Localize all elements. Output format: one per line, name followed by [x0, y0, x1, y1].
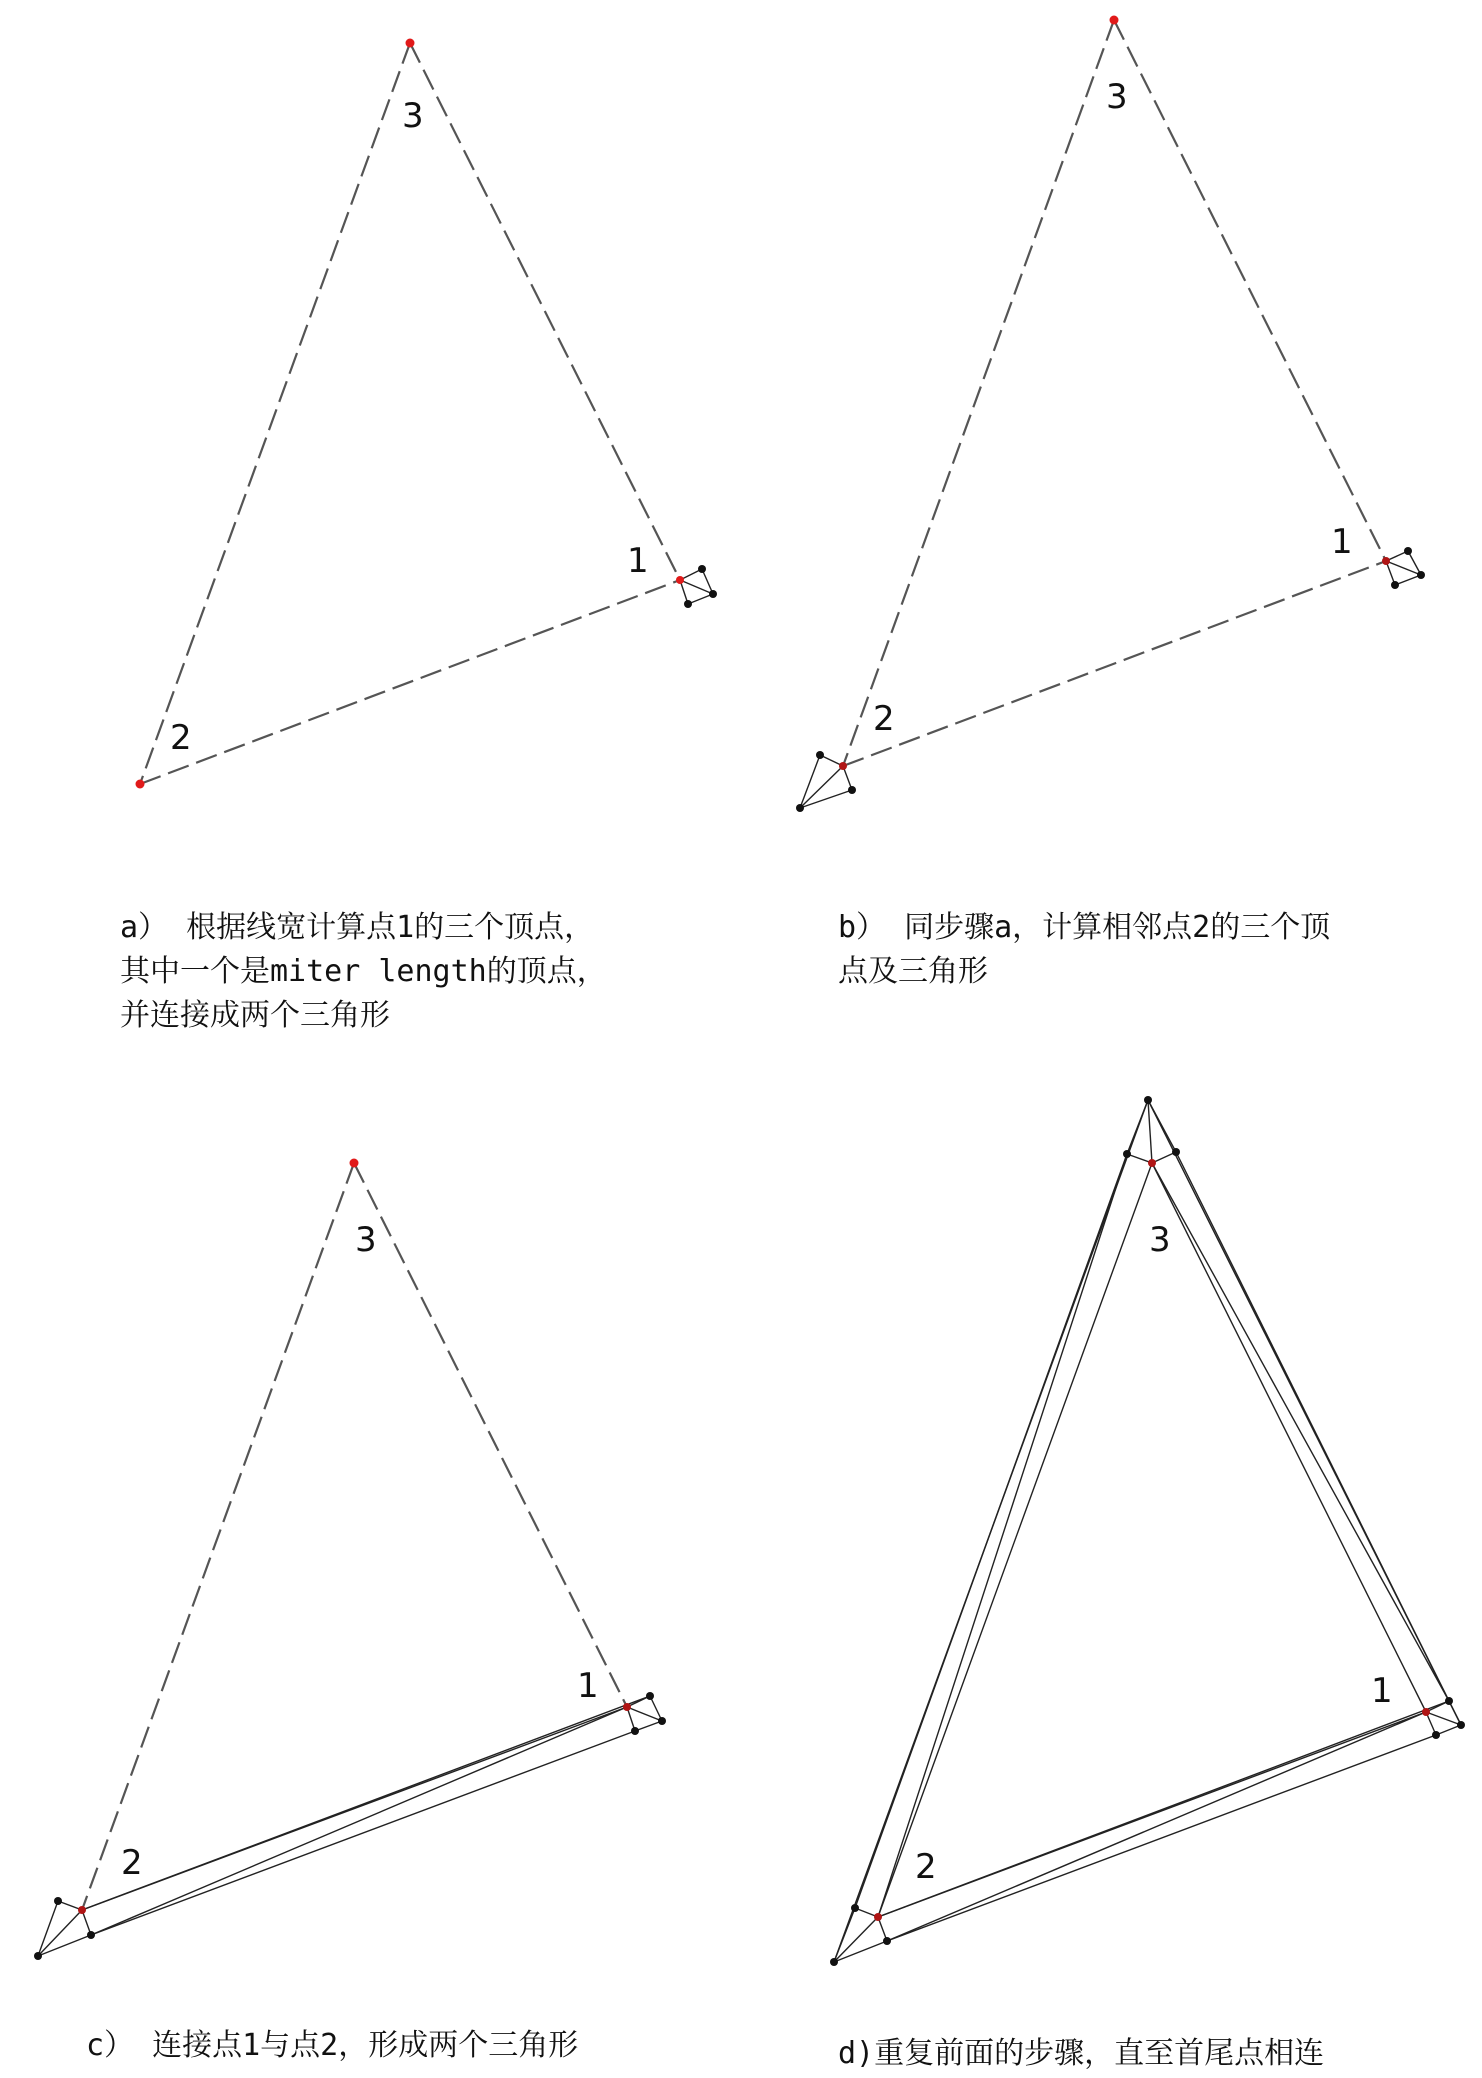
vertex-1-miter-point [658, 1717, 666, 1725]
polyline-point-3 [406, 39, 415, 48]
vertex-1-offset-point [698, 565, 706, 573]
vertex-label-1: 1 [577, 1666, 599, 1706]
segment-1-2-triangles [878, 1701, 1449, 1941]
vertex-1-offset-point [631, 1727, 639, 1735]
vertex-3-offset-point [1123, 1150, 1131, 1158]
caption-c [86, 2024, 578, 2068]
vertex-1-offset-point [684, 600, 692, 608]
guide-edge-2-1 [843, 561, 1386, 766]
segment-3-1-triangles [1148, 1100, 1461, 1725]
vertex-2-miter-point [34, 1952, 42, 1960]
polyline-point-1 [623, 1703, 631, 1711]
vertex-2-offset-point [883, 1937, 891, 1945]
vertex-label-3: 3 [355, 1220, 377, 1260]
polyline-point-2 [839, 762, 847, 770]
polyline-point-3 [1110, 16, 1119, 25]
vertex-1-triangles [627, 1696, 662, 1731]
guide-edge-3-2 [82, 1163, 354, 1910]
vertex-2-offset-point [54, 1897, 62, 1905]
caption-a-line-3: 并连接成两个三角形 [120, 998, 390, 1033]
caption-a-line-2: 其中一个是miter length的顶点， [120, 954, 607, 989]
vertex-2-offset-point [816, 751, 824, 759]
caption-c-line-1: c） 连接点1与点2，形成两个三角形 [86, 2028, 579, 2063]
vertex-1-offset-point [1404, 547, 1412, 555]
polyline-point-2 [874, 1913, 882, 1921]
vertex-1-miter-point [1457, 1721, 1465, 1729]
guide-edge-3-2 [140, 43, 410, 784]
guide-edge-2-1 [140, 580, 680, 784]
vertex-label-1: 1 [1331, 522, 1353, 562]
caption-b [838, 906, 1330, 994]
guide-edge-3-1 [354, 1163, 627, 1707]
vertex-1-offset-point [1391, 581, 1399, 589]
vertex-label-2: 2 [873, 699, 895, 739]
polyline-point-3 [1148, 1159, 1156, 1167]
polyline-point-2 [78, 1906, 86, 1914]
vertex-1-miter-point [1417, 571, 1425, 579]
caption-b-line-1: b） 同步骤a，计算相邻点2的三个顶 [838, 910, 1331, 945]
vertex-3-miter-point [1144, 1096, 1152, 1104]
vertex-1-offset-point [1432, 1731, 1440, 1739]
vertex-label-1: 1 [627, 541, 649, 581]
vertex-label-2: 2 [170, 718, 192, 758]
caption-a [120, 906, 607, 1038]
vertex-label-3: 3 [1149, 1220, 1171, 1260]
polyline-point-1 [1382, 557, 1390, 565]
vertex-2-miter-point [796, 804, 804, 812]
vertex-label-1: 1 [1371, 1671, 1393, 1711]
vertex-label-2: 2 [121, 1843, 143, 1883]
vertex-1-offset-point [646, 1692, 654, 1700]
caption-b-line-2: 点及三角形 [838, 954, 988, 989]
guide-edge-3-2 [843, 20, 1114, 766]
caption-a-line-1: a） 根据线宽计算点1的三个顶点， [120, 910, 595, 945]
segment-1-2-triangles [82, 1696, 650, 1935]
vertex-label-2: 2 [915, 1847, 937, 1887]
polyline-point-1 [676, 576, 684, 584]
caption-d-line-1: d)重复前面的步骤，直至首尾点相连 [838, 2036, 1325, 2071]
vertex-3-triangles [1127, 1100, 1176, 1163]
vertex-1-triangles [1426, 1701, 1461, 1735]
vertex-1-offset-point [1445, 1697, 1453, 1705]
polyline-point-2 [136, 780, 145, 789]
vertex-2-offset-point [848, 786, 856, 794]
vertex-2-offset-point [851, 1904, 859, 1912]
guide-edge-3-1 [1114, 20, 1386, 561]
vertex-label-3: 3 [1106, 77, 1128, 117]
guide-edge-3-1 [410, 43, 680, 580]
vertex-label-3: 3 [402, 96, 424, 136]
vertex-1-triangles [1386, 551, 1421, 585]
vertex-1-triangles [680, 569, 713, 604]
polyline-point-3 [350, 1159, 359, 1168]
vertex-2-offset-point [87, 1931, 95, 1939]
polyline-point-1 [1422, 1708, 1430, 1716]
vertex-2-miter-point [830, 1958, 838, 1966]
vertex-3-offset-point [1172, 1148, 1180, 1156]
vertex-1-miter-point [709, 590, 717, 598]
caption-d [838, 2032, 1324, 2076]
